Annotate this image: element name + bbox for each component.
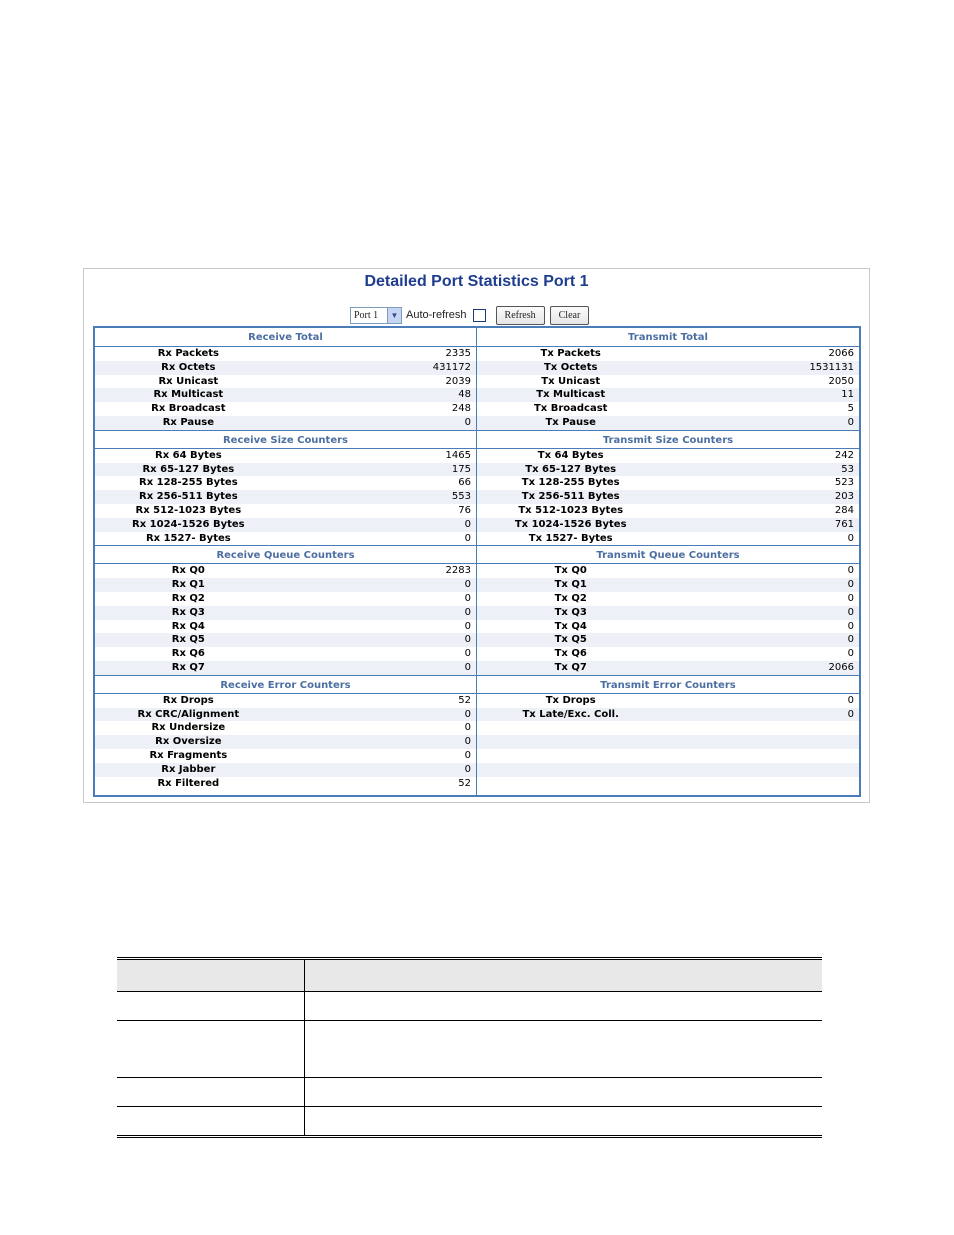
table-row — [117, 1107, 822, 1138]
stat-value: 248 — [451, 403, 471, 415]
stat-value: 0 — [847, 648, 854, 660]
header-cell-object — [117, 960, 305, 991]
stat-value: 431172 — [432, 361, 471, 373]
section-header: Receive Total — [95, 328, 476, 347]
stat-value: 2066 — [828, 661, 854, 673]
stat-value: 0 — [464, 606, 471, 618]
stat-value: 0 — [847, 708, 854, 720]
stat-value: 2050 — [828, 375, 854, 387]
stat-row — [95, 388, 476, 402]
stat-row — [95, 476, 476, 490]
stat-label: Tx Packets — [540, 348, 601, 359]
stat-value: 0 — [464, 518, 471, 530]
stat-row — [95, 763, 476, 777]
controls-bar — [350, 305, 594, 325]
stat-value: 0 — [464, 708, 471, 720]
stat-row — [477, 532, 859, 546]
stat-value — [744, 749, 859, 763]
section-header: Transmit Error Counters — [477, 675, 859, 694]
stat-row — [95, 735, 476, 749]
stat-value: 11 — [841, 389, 854, 401]
stat-row — [477, 564, 859, 578]
stat-value: 0 — [464, 763, 471, 775]
stat-label: Rx Q7 — [171, 661, 205, 673]
stat-row — [477, 647, 859, 661]
stat-label: Rx Undersize — [151, 722, 226, 734]
section-header: Transmit Total — [477, 328, 859, 347]
stat-label: Rx Packets — [157, 348, 219, 359]
stat-value: 0 — [847, 606, 854, 618]
stat-label: Rx Q5 — [171, 634, 205, 646]
stat-label: Tx Q3 — [554, 606, 587, 618]
stat-value — [744, 777, 859, 791]
stat-label: Tx 65-127 Bytes — [525, 463, 617, 475]
stat-row — [95, 532, 476, 546]
stat-value: 2335 — [445, 348, 471, 359]
stat-row — [477, 620, 859, 634]
stat-label: Rx Q4 — [171, 620, 205, 632]
stat-row — [477, 504, 859, 518]
stat-row — [477, 518, 859, 532]
stat-row — [477, 661, 859, 675]
stat-row — [477, 633, 859, 647]
stat-label: Rx Octets — [161, 361, 216, 373]
stat-label: Rx Filtered — [157, 777, 220, 789]
stat-row — [95, 564, 476, 578]
stat-value: 0 — [464, 634, 471, 646]
statistics-table — [93, 326, 861, 797]
stat-label: Tx Pause — [545, 416, 596, 428]
stat-label: Tx Q6 — [554, 648, 587, 660]
section-header: Receive Size Counters — [95, 430, 476, 449]
stat-row — [95, 606, 476, 620]
stat-row — [95, 721, 476, 735]
auto-refresh-checkbox[interactable] — [473, 309, 486, 322]
stat-row — [95, 361, 476, 375]
stat-label: Rx Q2 — [171, 592, 205, 604]
stat-label — [477, 721, 744, 735]
stat-value: 0 — [847, 694, 854, 706]
stat-label: Rx Unicast — [158, 375, 219, 387]
stat-label — [477, 777, 744, 791]
stat-row — [477, 416, 859, 430]
stat-row — [477, 592, 859, 606]
page-title: Detailed Port Statistics Port 1 — [364, 273, 589, 290]
stat-row — [477, 721, 859, 735]
stat-value: 175 — [451, 463, 471, 475]
stat-row — [477, 708, 859, 722]
stat-row — [477, 606, 859, 620]
table-row — [117, 1078, 822, 1107]
stat-row — [477, 490, 859, 504]
stat-value: 52 — [458, 777, 471, 789]
stat-value: 5 — [847, 403, 854, 415]
stat-value: 0 — [847, 532, 854, 544]
port-statistics-panel — [83, 268, 870, 803]
description-table — [117, 957, 822, 1138]
stat-value: 2283 — [445, 565, 471, 577]
stat-row — [477, 463, 859, 477]
stat-value: 0 — [847, 620, 854, 632]
stat-row — [95, 490, 476, 504]
section-header: Transmit Size Counters — [477, 430, 859, 449]
stat-label: Rx Fragments — [149, 749, 228, 761]
receive-column — [95, 328, 477, 795]
stat-label: Rx 256-511 Bytes — [139, 491, 238, 503]
stat-value: 52 — [458, 694, 471, 706]
stat-value: 66 — [458, 477, 471, 489]
stat-value: 242 — [834, 449, 854, 461]
stat-value: 53 — [841, 463, 854, 475]
stat-row — [95, 375, 476, 389]
stat-label: Tx Octets — [543, 361, 598, 373]
stat-label: Rx 128-255 Bytes — [139, 477, 238, 489]
stat-label: Rx 64 Bytes — [155, 449, 222, 461]
auto-refresh-label: Auto-refresh — [406, 309, 467, 321]
stat-label: Tx Q0 — [554, 565, 587, 577]
stat-row — [95, 633, 476, 647]
stat-row — [95, 347, 476, 361]
stat-value: 0 — [847, 634, 854, 646]
stat-label: Tx Q4 — [554, 620, 587, 632]
stat-value: 1465 — [445, 449, 471, 461]
stat-label: Rx 65-127 Bytes — [142, 463, 235, 475]
stat-label: Rx Jabber — [161, 763, 216, 775]
stat-label: Rx Q6 — [171, 648, 205, 660]
stat-label: Tx 128-255 Bytes — [521, 477, 620, 489]
stat-row — [95, 592, 476, 606]
stat-row — [95, 777, 476, 791]
stat-row — [95, 402, 476, 416]
port-select-value: Port 1 — [354, 309, 379, 321]
stat-value: 0 — [464, 648, 471, 660]
stat-row — [477, 361, 859, 375]
stat-label: Tx Q7 — [554, 661, 587, 673]
description-table-header — [117, 960, 822, 992]
stat-value — [744, 735, 859, 749]
stat-label: Rx Drops — [162, 694, 214, 706]
stat-row — [477, 749, 859, 763]
stat-value — [744, 763, 859, 777]
stat-value: 553 — [451, 491, 471, 503]
stat-label — [477, 763, 744, 777]
stat-row — [477, 347, 859, 361]
stat-value: 0 — [847, 416, 854, 428]
stat-row — [95, 708, 476, 722]
stat-label: Tx Broadcast — [533, 403, 608, 415]
stat-value — [744, 721, 859, 735]
stat-label: Tx Late/Exc. Coll. — [522, 708, 619, 720]
stat-label: Rx 1024-1526 Bytes — [132, 518, 245, 530]
stat-value: 0 — [464, 661, 471, 673]
stat-row — [95, 694, 476, 708]
stat-row — [95, 463, 476, 477]
stat-label: Rx Q0 — [171, 565, 205, 577]
stat-value: 1531131 — [809, 361, 854, 373]
stat-row — [477, 578, 859, 592]
stat-label: Tx 1024-1526 Bytes — [514, 518, 627, 530]
stat-value: 523 — [834, 477, 854, 489]
stat-label: Rx Oversize — [155, 736, 222, 748]
stat-row — [477, 763, 859, 777]
stat-value: 0 — [464, 579, 471, 591]
stat-row — [477, 449, 859, 463]
stat-value: 761 — [834, 518, 854, 530]
stat-label: Tx 1527- Bytes — [528, 532, 613, 544]
port-select[interactable] — [350, 307, 402, 324]
stat-row — [95, 620, 476, 634]
section-header: Receive Error Counters — [95, 675, 476, 694]
stat-row — [95, 518, 476, 532]
stat-label: Tx 64 Bytes — [537, 449, 604, 461]
stat-value: 0 — [464, 749, 471, 761]
stat-value: 0 — [464, 416, 471, 428]
stat-value: 2039 — [445, 375, 471, 387]
stat-value: 0 — [464, 736, 471, 748]
stat-row — [95, 661, 476, 675]
stat-row — [477, 402, 859, 416]
stat-row — [95, 449, 476, 463]
stat-label: Tx Drops — [545, 694, 596, 706]
stat-label: Rx Q1 — [171, 579, 205, 591]
stat-label: Rx Broadcast — [151, 403, 226, 415]
stat-label: Tx Q5 — [554, 634, 587, 646]
chevron-down-icon[interactable]: ▼ — [387, 308, 401, 323]
stat-row — [477, 777, 859, 791]
table-row — [117, 992, 822, 1021]
stat-value: 0 — [847, 592, 854, 604]
stat-value: 76 — [458, 504, 471, 516]
stat-label: Tx 256-511 Bytes — [521, 491, 620, 503]
stat-label: Tx 512-1023 Bytes — [518, 504, 624, 516]
stat-label: Tx Q2 — [554, 592, 587, 604]
stat-value: 0 — [464, 722, 471, 734]
stat-value: 0 — [847, 565, 854, 577]
clear-button[interactable]: Clear — [550, 306, 590, 325]
stat-label: Tx Q1 — [554, 579, 587, 591]
stat-label — [477, 749, 744, 763]
stat-label: Rx CRC/Alignment — [137, 708, 240, 720]
stat-label: Rx 512-1023 Bytes — [135, 504, 242, 516]
stat-row — [95, 749, 476, 763]
table-row — [117, 1021, 822, 1078]
stat-row — [95, 578, 476, 592]
stat-value: 48 — [458, 389, 471, 401]
section-header: Receive Queue Counters — [95, 545, 476, 564]
stat-label: Rx Q3 — [171, 606, 205, 618]
stat-row — [95, 416, 476, 430]
stat-value: 2066 — [828, 348, 854, 359]
stat-label: Rx 1527- Bytes — [145, 532, 231, 544]
stat-value: 284 — [834, 504, 854, 516]
stat-value: 0 — [464, 620, 471, 632]
stat-row — [95, 504, 476, 518]
stat-row — [477, 694, 859, 708]
stat-row — [477, 388, 859, 402]
stat-value: 203 — [834, 491, 854, 503]
stat-row — [477, 375, 859, 389]
stat-label: Tx Unicast — [541, 375, 601, 387]
stat-row — [95, 647, 476, 661]
stat-label: Tx Multicast — [536, 389, 606, 401]
stat-value: 0 — [847, 579, 854, 591]
header-cell-description — [305, 960, 822, 991]
stat-row — [477, 735, 859, 749]
transmit-column — [477, 328, 859, 795]
stat-label: Rx Multicast — [153, 389, 224, 401]
refresh-button[interactable]: Refresh — [496, 306, 545, 325]
stat-row — [477, 476, 859, 490]
stat-label: Rx Pause — [162, 416, 214, 428]
stat-value: 0 — [464, 532, 471, 544]
stat-label — [477, 735, 744, 749]
section-header: Transmit Queue Counters — [477, 545, 859, 564]
stat-value: 0 — [464, 592, 471, 604]
